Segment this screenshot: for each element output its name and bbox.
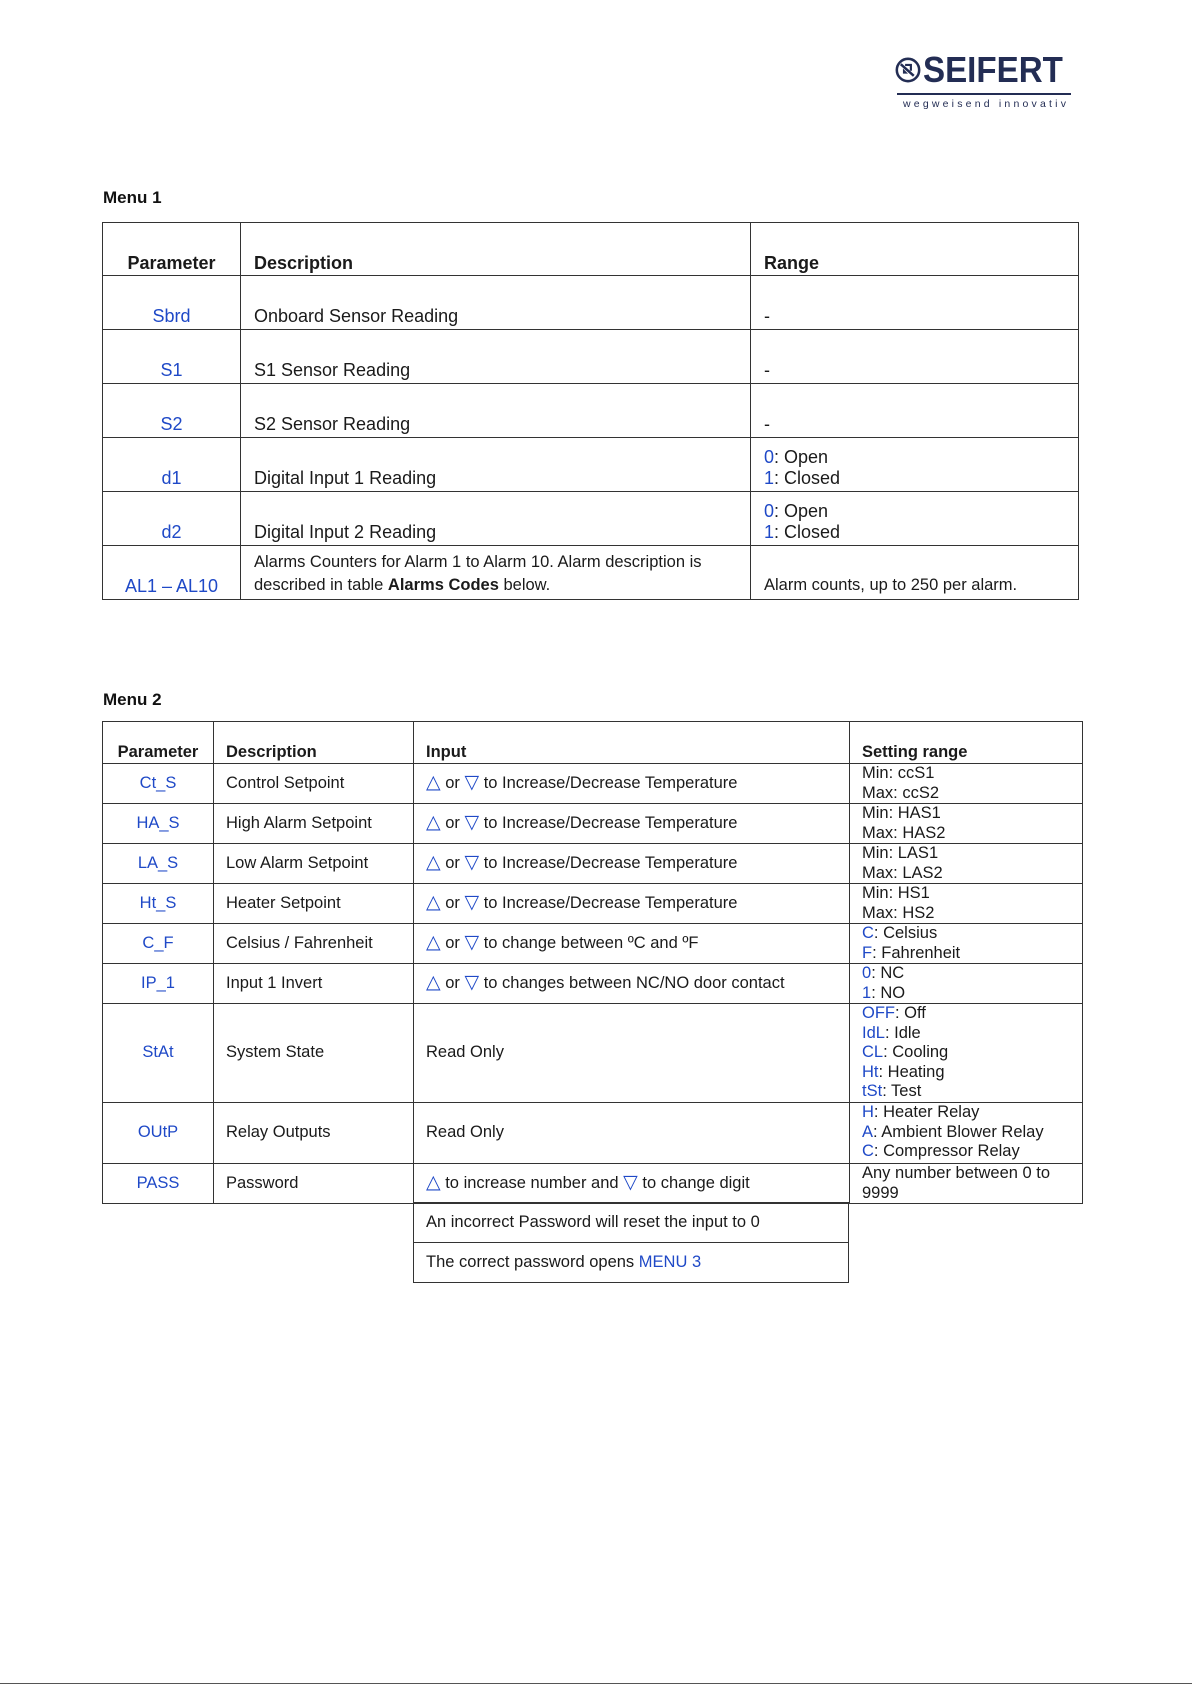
- down-arrow-icon: ▽: [464, 891, 480, 913]
- range-value: : Off: [895, 1004, 926, 1022]
- input-or: or: [445, 773, 460, 792]
- up-arrow-icon: △: [426, 771, 441, 793]
- range-line: [862, 1103, 1078, 1123]
- table-row: [103, 546, 1079, 600]
- param-code: Sbrd: [103, 276, 241, 330]
- input-text: to change digit: [642, 1173, 750, 1192]
- param-setting-range: [850, 1103, 1083, 1164]
- param-setting-range: [850, 1004, 1083, 1103]
- header-description: Description: [214, 722, 414, 764]
- table-row: [103, 884, 1083, 924]
- param-description: S2 Sensor Reading: [241, 384, 751, 438]
- input-text: to Increase/Decrease Temperature: [483, 893, 738, 912]
- range-line: [862, 1142, 1078, 1162]
- param-code: S2: [103, 384, 241, 438]
- input-or: or: [445, 813, 460, 832]
- param-description: Digital Input 1 Reading: [241, 438, 751, 492]
- menu1-heading: Menu 1: [103, 188, 162, 207]
- param-description: Input 1 Invert: [214, 964, 414, 1004]
- range-line: [862, 784, 1078, 804]
- up-arrow-icon: △: [426, 811, 441, 833]
- param-input: [414, 924, 850, 964]
- range-value: : Compressor Relay: [873, 1142, 1020, 1160]
- param-range: [751, 492, 1079, 546]
- param-input: [414, 844, 850, 884]
- range-value: Min: ccS1: [862, 764, 935, 782]
- header-range: Range: [751, 223, 1079, 276]
- range-value: Max: ccS2: [862, 783, 940, 802]
- param-description: Control Setpoint: [214, 764, 414, 804]
- table-row: [103, 330, 1079, 384]
- table-header-row: [103, 722, 1083, 764]
- param-code: StAt: [103, 1004, 214, 1103]
- range-line: [862, 1164, 1078, 1184]
- range-line: [862, 1082, 1078, 1102]
- up-arrow-icon: △: [426, 971, 441, 993]
- range-line: [862, 1043, 1078, 1063]
- range-line: [862, 1123, 1078, 1143]
- range-key: 0: [862, 964, 872, 982]
- range-value: 9999: [862, 1183, 899, 1202]
- input-text: to changes between NC/NO door contact: [483, 973, 785, 992]
- seifert-emblem-icon: [895, 52, 921, 88]
- desc-line: Alarms Counters for Alarm 1 to Alarm 10. Alarm description is: [254, 553, 702, 571]
- range-key: 1: [764, 468, 775, 488]
- range-line: [862, 1024, 1078, 1044]
- header-setting-range: Setting range: [850, 722, 1083, 764]
- param-description: [241, 546, 751, 600]
- table-row: [103, 492, 1079, 546]
- input-text: to increase number and: [445, 1173, 619, 1192]
- param-code: Ht_S: [103, 884, 214, 924]
- range-value: : Ambient Blower Relay: [873, 1122, 1044, 1141]
- range-value: : Idle: [884, 1023, 921, 1042]
- range-key: 1: [862, 983, 872, 1002]
- password-note: [414, 1243, 849, 1283]
- input-or: or: [445, 933, 460, 952]
- range-value: : Test: [882, 1082, 922, 1100]
- table-row: [414, 1243, 849, 1283]
- range-line: [862, 804, 1078, 824]
- param-description: Low Alarm Setpoint: [214, 844, 414, 884]
- param-input: [414, 804, 850, 844]
- range-value: : Celsius: [873, 924, 938, 942]
- table-row: [103, 1004, 1083, 1103]
- range-line: [862, 844, 1078, 864]
- menu1-table: [102, 222, 1079, 600]
- param-code: PASS: [103, 1164, 214, 1204]
- table-row: [103, 844, 1083, 884]
- range-value: : NO: [871, 983, 906, 1002]
- range-line: [862, 944, 1078, 964]
- range-value: Max: HS2: [862, 903, 935, 922]
- seifert-logo: [895, 49, 1075, 122]
- table-row: [103, 764, 1083, 804]
- range-line: [862, 864, 1078, 884]
- down-arrow-icon: ▽: [623, 1171, 638, 1193]
- param-input: [414, 1164, 850, 1204]
- range-key: Ht: [862, 1062, 879, 1081]
- table-row: [414, 1203, 849, 1243]
- range-value: Min: HAS1: [862, 804, 941, 822]
- param-range: -: [751, 330, 1079, 384]
- header-description: Description: [241, 223, 751, 276]
- alarms-codes-reference: Alarms Codes: [387, 576, 499, 594]
- param-setting-range: [850, 1164, 1083, 1204]
- up-arrow-icon: △: [426, 1171, 441, 1193]
- param-setting-range: [850, 964, 1083, 1004]
- param-range: -: [751, 276, 1079, 330]
- input-or: or: [445, 973, 460, 992]
- up-arrow-icon: △: [426, 851, 441, 873]
- logo-wordmark: SEIFERT: [922, 49, 1063, 90]
- range-line: [862, 884, 1078, 904]
- table-header-row: [103, 223, 1079, 276]
- range-value: Any number between 0 to: [862, 1164, 1051, 1182]
- range-value: : Heating: [878, 1062, 945, 1081]
- param-code: d1: [103, 438, 241, 492]
- table-row: [103, 924, 1083, 964]
- range-key: H: [862, 1103, 874, 1121]
- down-arrow-icon: ▽: [464, 851, 480, 873]
- table-row: [103, 1164, 1083, 1204]
- menu3-reference: MENU 3: [638, 1253, 702, 1271]
- param-description: Digital Input 2 Reading: [241, 492, 751, 546]
- range-value: : Heater Relay: [873, 1103, 980, 1121]
- range-key: 0: [764, 447, 775, 467]
- param-range: Alarm counts, up to 250 per alarm.: [751, 546, 1079, 600]
- header-parameter: Parameter: [103, 223, 241, 276]
- logo-divider: [897, 93, 1071, 95]
- input-text: to Increase/Decrease Temperature: [483, 813, 738, 832]
- header-input: Input: [414, 722, 850, 764]
- up-arrow-icon: △: [426, 891, 441, 913]
- range-key: IdL: [862, 1023, 885, 1042]
- range-line: [862, 984, 1078, 1004]
- range-value: : Closed: [774, 522, 841, 542]
- table-row: [103, 276, 1079, 330]
- param-setting-range: [850, 884, 1083, 924]
- range-key: A: [862, 1122, 874, 1141]
- param-code: HA_S: [103, 804, 214, 844]
- param-setting-range: [850, 804, 1083, 844]
- input-text: to Increase/Decrease Temperature: [483, 773, 738, 792]
- input-or: or: [445, 853, 460, 872]
- table-row: [103, 384, 1079, 438]
- param-setting-range: [850, 844, 1083, 884]
- up-arrow-icon: △: [426, 931, 441, 953]
- param-description: Celsius / Fahrenheit: [214, 924, 414, 964]
- range-line: [862, 764, 1078, 784]
- range-value: : NC: [871, 964, 905, 982]
- note-text: The correct password opens: [426, 1253, 639, 1271]
- menu2-heading: Menu 2: [103, 690, 162, 709]
- param-code: d2: [103, 492, 241, 546]
- page-bottom-rule: [0, 1683, 1192, 1684]
- range-line: [862, 1184, 1078, 1204]
- input-text: Read Only: [426, 1123, 504, 1142]
- range-key: F: [862, 943, 873, 962]
- range-value: : Closed: [774, 468, 841, 488]
- param-description: Heater Setpoint: [214, 884, 414, 924]
- param-input: [414, 1004, 850, 1103]
- range-line: [862, 1004, 1078, 1024]
- range-key: 0: [764, 501, 775, 521]
- password-note: An incorrect Password will reset the input to 0: [414, 1203, 849, 1243]
- param-code: OUtP: [103, 1103, 214, 1164]
- param-setting-range: [850, 764, 1083, 804]
- table-row: [103, 1103, 1083, 1164]
- input-text: to Increase/Decrease Temperature: [483, 853, 738, 872]
- input-text: to change between ºC and ºF: [483, 933, 699, 952]
- input-or: or: [445, 893, 460, 912]
- down-arrow-icon: ▽: [464, 971, 480, 993]
- down-arrow-icon: ▽: [464, 811, 480, 833]
- param-description: System State: [214, 1004, 414, 1103]
- desc-text: below.: [498, 576, 551, 594]
- range-line: [862, 1063, 1078, 1083]
- param-code: AL1 – AL10: [103, 546, 241, 600]
- param-description: S1 Sensor Reading: [241, 330, 751, 384]
- range-value: : Fahrenheit: [872, 943, 961, 962]
- down-arrow-icon: ▽: [464, 771, 480, 793]
- param-description: Password: [214, 1164, 414, 1204]
- range-value: : Cooling: [883, 1043, 949, 1061]
- range-key: tSt: [862, 1082, 883, 1100]
- param-description: Relay Outputs: [214, 1103, 414, 1164]
- range-key: C: [862, 1142, 874, 1160]
- range-value: : Open: [774, 501, 829, 521]
- param-range: -: [751, 384, 1079, 438]
- header-parameter: Parameter: [103, 722, 214, 764]
- param-code: LA_S: [103, 844, 214, 884]
- menu2-table: [102, 721, 1083, 1204]
- range-key: C: [862, 924, 874, 942]
- range-key: CL: [862, 1043, 884, 1061]
- desc-text: described in table: [254, 576, 388, 594]
- table-row: [103, 804, 1083, 844]
- password-notes-table: [413, 1202, 849, 1283]
- param-description: Onboard Sensor Reading: [241, 276, 751, 330]
- param-code: S1: [103, 330, 241, 384]
- table-row: [103, 438, 1079, 492]
- range-line: [862, 964, 1078, 984]
- down-arrow-icon: ▽: [464, 931, 480, 953]
- table-row: [103, 964, 1083, 1004]
- param-code: C_F: [103, 924, 214, 964]
- param-input: [414, 884, 850, 924]
- range-value: Max: LAS2: [862, 863, 943, 882]
- range-value: : Open: [774, 447, 829, 467]
- range-key: OFF: [862, 1004, 895, 1022]
- param-input: [414, 964, 850, 1004]
- param-input: [414, 764, 850, 804]
- range-line: [862, 904, 1078, 924]
- param-input: [414, 1103, 850, 1164]
- range-value: Min: LAS1: [862, 844, 939, 862]
- param-description: High Alarm Setpoint: [214, 804, 414, 844]
- range-value: Max: HAS2: [862, 823, 946, 842]
- param-code: Ct_S: [103, 764, 214, 804]
- param-code: IP_1: [103, 964, 214, 1004]
- range-line: [862, 824, 1078, 844]
- range-value: Min: HS1: [862, 884, 930, 902]
- range-line: [862, 924, 1078, 944]
- logo-tagline: wegweisend innovativ: [903, 98, 1070, 110]
- range-key: 1: [764, 522, 775, 542]
- input-text: Read Only: [426, 1043, 504, 1062]
- param-setting-range: [850, 924, 1083, 964]
- param-range: [751, 438, 1079, 492]
